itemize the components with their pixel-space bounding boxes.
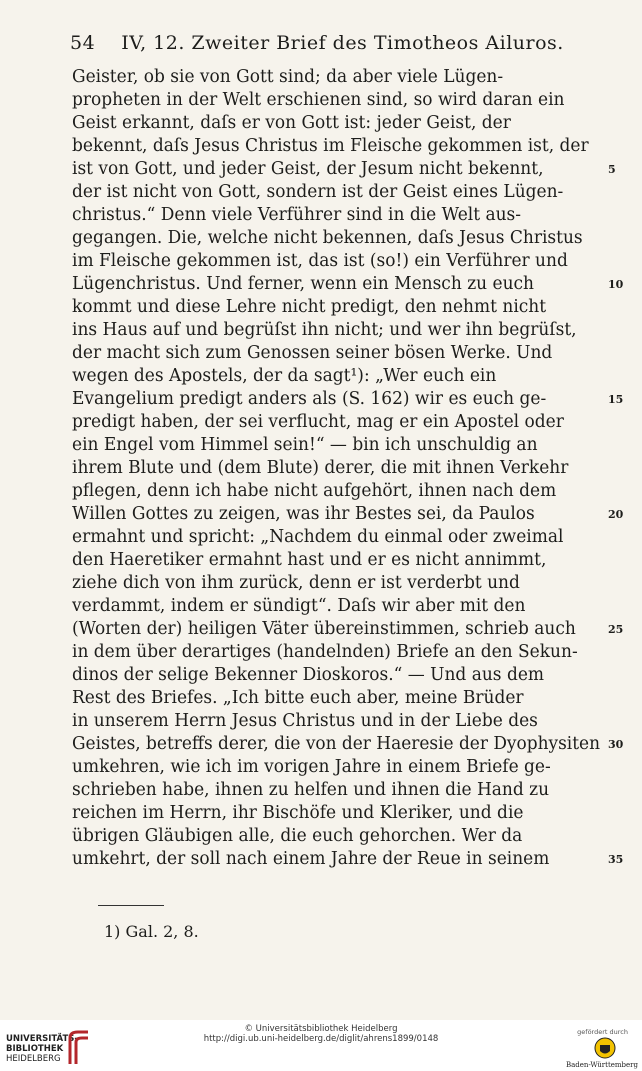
line-text: (Worten der) heiligen Väter übereinstimmen, schrieb auch (72, 619, 576, 639)
line-text: in dem über derartiges (handelnden) Briefe an den Sekun- (72, 642, 578, 662)
line-text: ins Haus auf und begrüſst ihn nicht; und wer ihn begrüſst, (72, 320, 577, 340)
line-text: der ist nicht von Gott, sondern ist der Geist eines Lügen- (72, 182, 564, 202)
line-text: schrieben habe, ihnen zu helfen und ihnen die Hand zu (72, 780, 550, 800)
text-line (72, 388, 624, 411)
permalink[interactable]: http://digi.ub.uni-heidelberg.de/diglit/ahrens1899/0148 (203, 1034, 439, 1044)
line-text: ein Engel vom Himmel sein!“ — bin ich unschuldig an (72, 435, 538, 455)
text-line (72, 526, 612, 549)
text-line (72, 664, 612, 687)
text-line (72, 641, 612, 664)
text-line (72, 296, 612, 319)
line-text: Geistes, betreffs derer, die von der Haeresie der Dyophysiten (72, 734, 600, 754)
line-text: Evangelium predigt anders als (S. 162) wir es euch ge- (72, 389, 547, 409)
text-line (72, 273, 624, 296)
line-number: 35 (608, 853, 624, 866)
text-line (72, 66, 612, 89)
footnote: 1) Gal. 2, 8. (104, 922, 199, 941)
page-number: 54 (70, 32, 96, 54)
line-text: Lügenchristus. Und ferner, wenn ein Mensch zu euch (72, 274, 534, 294)
line-number: 10 (608, 278, 624, 291)
line-text: den Haeretiker ermahnt hast und er es nicht annimmt, (72, 550, 547, 570)
line-text: propheten in der Welt erschienen sind, so wird daran ein (72, 90, 565, 110)
line-text: bekennt, daſs Jesus Christus im Fleische gekommen ist, der (72, 136, 589, 156)
text-line (72, 365, 612, 388)
text-line (72, 457, 612, 480)
text-line (72, 802, 612, 825)
text-line (72, 158, 616, 181)
line-text: ziehe dich von ihm zurück, denn er ist verderbt und (72, 573, 520, 593)
line-text: Geister, ob sie von Gott sind; da aber viele Lügen- (72, 67, 504, 87)
line-text: umkehrt, der soll nach einem Jahre der Reue in seinem (72, 849, 550, 869)
line-text: ihrem Blute und (dem Blute) derer, die mit ihnen Verkehr (72, 458, 569, 478)
state-seal-icon (594, 1037, 616, 1059)
text-line (72, 756, 612, 779)
line-text: umkehren, wie ich im vorigen Jahre in einem Briefe ge- (72, 757, 551, 777)
text-line (72, 112, 612, 135)
footnote-rule (98, 905, 164, 906)
text-line (72, 710, 612, 733)
text-line (72, 227, 612, 250)
text-line (72, 503, 624, 526)
text-line (72, 342, 612, 365)
text-line (72, 848, 624, 871)
text-line (72, 135, 612, 158)
line-text: der macht sich zum Genossen seiner bösen Werke. Und (72, 343, 553, 363)
line-text: Rest des Briefes. „Ich bitte euch aber, meine Brüder (72, 688, 524, 708)
line-text: ist von Gott, und jeder Geist, der Jesum nicht bekennt, (72, 159, 544, 179)
line-number: 30 (608, 738, 624, 751)
line-text: reichen im Herrn, ihr Bischöfe und Kleriker, und die (72, 803, 524, 823)
text-line (72, 825, 612, 848)
line-text: ermahnt und spricht: „Nachdem du einmal oder zweimal (72, 527, 564, 547)
text-line (72, 595, 612, 618)
funder-name: Baden-Württemberg (565, 1061, 638, 1069)
text-line (72, 779, 612, 802)
line-number: 5 (608, 163, 616, 176)
line-text: pflegen, denn ich habe nicht aufgehört, ihnen nach dem (72, 481, 557, 501)
line-number: 15 (608, 393, 624, 406)
line-text: Geist erkannt, daſs er von Gott ist: jeder Geist, der (72, 113, 511, 133)
line-text: übrigen Gläubigen alle, die euch gehorchen. Wer da (72, 826, 523, 846)
text-line (72, 319, 612, 342)
text-line (72, 434, 612, 457)
digitization-footer (0, 1020, 642, 1071)
text-line (72, 687, 612, 710)
line-text: Willen Gottes zu zeigen, was ihr Bestes sei, da Paulos (72, 504, 535, 524)
line-text: gegangen. Die, welche nicht bekennen, daſs Jesus Christus (72, 228, 583, 248)
funder-label: gefördert durch (577, 1028, 628, 1036)
text-line (72, 480, 612, 503)
copyright-credit: © Universitätsbibliothek Heidelberg http://digi.ub.uni-heidelberg.de/diglit/ahrens1899/0148 (0, 1024, 642, 1044)
text-line (72, 549, 612, 572)
line-number: 20 (608, 508, 624, 521)
line-text: christus.“ Denn viele Verführer sind in die Welt aus- (72, 205, 522, 225)
line-text: in unserem Herrn Jesus Christus und in der Liebe des (72, 711, 538, 731)
line-text: verdammt, indem er sündigt“. Daſs wir aber mit den (72, 596, 526, 616)
line-number: 25 (608, 623, 624, 636)
text-line (72, 181, 612, 204)
text-line (72, 250, 612, 273)
line-text: wegen des Apostels, der da sagt¹): „Wer euch ein (72, 366, 497, 386)
line-text: im Fleische gekommen ist, das ist (so!) ein Verführer und (72, 251, 568, 271)
running-title: IV, 12. Zweiter Brief des Timotheos Ailuros. (121, 32, 564, 54)
line-text: predigt haben, der sei verflucht, mag er ein Apostel oder (72, 412, 564, 432)
text-line (72, 411, 612, 434)
text-line (72, 204, 612, 227)
text-line (72, 89, 612, 112)
text-line (72, 572, 612, 595)
library-logo: UNIVERSITÄTS- BIBLIOTHEK HEIDELBERG (6, 1034, 78, 1064)
text-line (72, 733, 624, 756)
text-line (72, 618, 624, 641)
page-header (70, 32, 564, 54)
main-text (72, 66, 624, 871)
line-text: kommt und diese Lehre nicht predigt, den nehmt nicht (72, 297, 547, 317)
line-text: dinos der selige Bekenner Dioskoros.“ — Und aus dem (72, 665, 545, 685)
